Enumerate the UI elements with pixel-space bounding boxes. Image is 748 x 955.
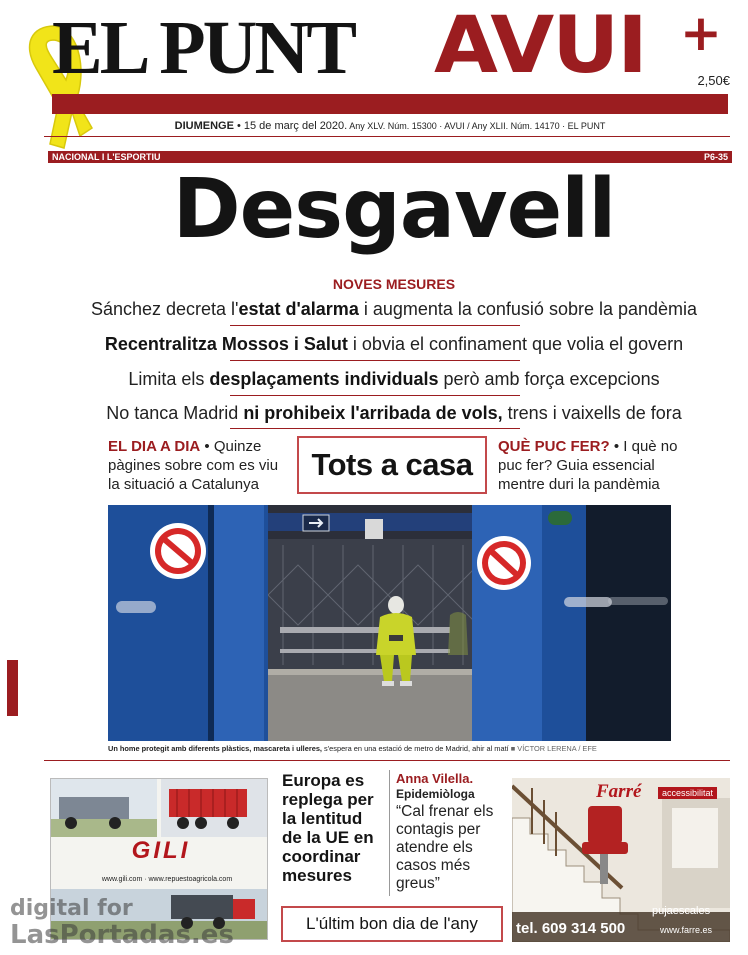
side-tab [7,660,18,716]
deck-rule [230,395,520,396]
ultim-bon-dia-box: L'últim bon dia de l'any [281,906,503,942]
teaser-text: • Quinze pàgines sobre com es viu la situació a Catalunya [108,438,279,493]
tots-a-casa-box: Tots a casa [297,436,487,494]
quote-author-role: Epidemiòloga [396,787,475,801]
kicker: NOVES MESURES [332,276,456,292]
teaser-label: EL DIA A DIA [108,438,201,455]
farre-accessibilitat: accessibilitat [658,787,717,799]
deck-rule [230,360,520,361]
date-text: • 15 de març del 2020. [233,120,348,132]
masthead-el-punt: EL PUNT [52,6,355,90]
deck-bold: Recentralitza Mossos i Salut [104,334,348,354]
main-headline: Desgavell [172,162,616,257]
deck-line-2 [44,333,744,355]
section-name: NACIONAL I L'ESPORTIU [52,152,161,162]
teaser-que-puc-fer [498,437,678,494]
farre-product: pujaescales [652,905,711,917]
masthead-plus-icon: + [680,4,722,62]
masthead-rule [44,136,730,137]
date-day: DIUMENGE [174,120,234,132]
column-divider [389,770,390,896]
masthead-avui: AVUI [434,1,646,91]
deck-line-1 [44,298,744,320]
issue-info: Any XLV. Núm. 15300 · AVUI / Any XLII. Núm. 14170 · EL PUNT [347,121,606,131]
teaser-text: • I què no puc fer? Guia essencial mentre duri la pandèmia [498,438,678,493]
farre-logo: Farré [596,781,642,802]
deck-text: No tanca Madrid [106,403,244,423]
date-line [52,120,728,132]
watermark [10,896,234,948]
section-pages: P6-35 [703,152,728,162]
deck-text: i obvia el confinament que volia el govern [347,334,684,354]
deck-line-3 [44,368,744,390]
gili-logo: GILI [131,837,191,864]
bottom-rule [44,760,730,761]
deck-rule [230,325,520,326]
caption-text: s'espera en una estació de metro de Madrid, ahir al matí [322,744,509,753]
teaser-dia-a-dia [108,437,293,494]
deck-text: però amb força excepcions [438,369,660,389]
deck-line-4 [44,402,744,424]
caption-bold: Un home protegit amb diferents plàstics, mascareta i ulleres, [108,744,322,753]
quote-text: “Cal frenar els contagis per atendre els casos més greus” [396,803,494,892]
photo-credit: ■ VÍCTOR LERENA / EFE [508,744,597,753]
masthead-bar [52,94,728,114]
deck-bold: desplaçaments individuals [209,369,439,389]
farre-phone: tel. 609 314 500 [516,920,626,937]
quote-author: Anna Vilella. [396,771,474,786]
farre-web: www.farre.es [660,925,713,935]
gili-web: www.gili.com · www.repuestoagricola.com [101,876,233,883]
teaser-label: QUÈ PUC FER? [498,438,610,455]
photo-caption [108,744,671,753]
deck-text: Limita els [128,369,210,389]
cover-price: 2,50€ [697,73,730,88]
deck-rule [230,428,520,429]
advertisement-farre[interactable] [512,778,730,942]
deck-bold: estat d'alarma [238,299,359,319]
deck-bold: ni prohibeix l'arribada de vols, [243,403,503,423]
deck-text: i augmenta la confusió sobre la pandèmia [358,299,698,319]
deck-text: Sánchez decreta l' [90,299,239,319]
watermark-line-2: LasPortadas.es [10,920,234,950]
metro-station-illustration [108,505,671,741]
main-photo [108,505,671,741]
watermark-line-1: digital for [10,896,133,921]
deck-text: trens i vaixells de fora [502,403,682,423]
story-europa: Europa es replega per la lentitud de la UE en coordinar mesures [282,771,374,885]
